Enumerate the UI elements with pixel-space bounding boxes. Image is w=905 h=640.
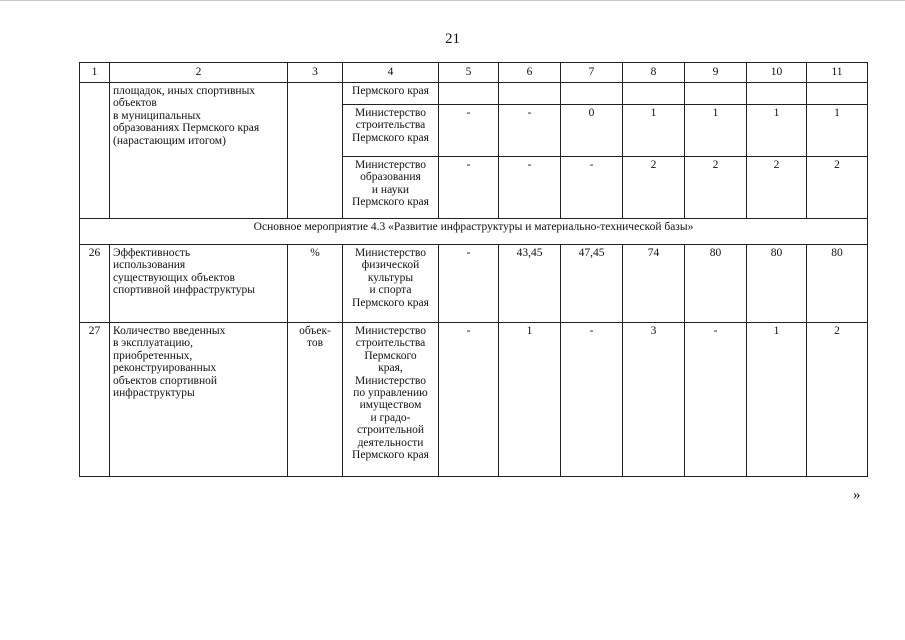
- value-cell: 3: [623, 323, 685, 477]
- table-row: [80, 245, 868, 323]
- row-number-cell: 26: [80, 245, 110, 323]
- responsible-org-cell: Пермского края: [343, 83, 439, 105]
- value-cell: 1: [623, 105, 685, 157]
- value-cell: -: [439, 245, 499, 323]
- responsible-org-cell: Министерство строительства Пермского края: [343, 105, 439, 157]
- value-cell: 2: [807, 157, 868, 219]
- value-cell: [499, 83, 561, 105]
- value-cell: 0: [561, 105, 623, 157]
- column-number: 3: [288, 63, 343, 83]
- row-number-cell: 27: [80, 323, 110, 477]
- value-cell: -: [499, 105, 561, 157]
- value-cell: -: [685, 323, 747, 477]
- table-row: [80, 83, 868, 105]
- value-cell: [685, 83, 747, 105]
- indicator-name-cell: Количество введенных в эксплуатацию, приобретенных, реконструированных объектов спортивной инфраструктуры: [110, 323, 288, 477]
- value-cell: 80: [747, 245, 807, 323]
- column-number: 2: [110, 63, 288, 83]
- column-number: 6: [499, 63, 561, 83]
- value-cell: 1: [685, 105, 747, 157]
- value-cell: -: [561, 323, 623, 477]
- value-cell: 2: [623, 157, 685, 219]
- column-number: 7: [561, 63, 623, 83]
- value-cell: [807, 83, 868, 105]
- indicator-name-cell: площадок, иных спортивных объектов в муниципальных образованиях Пермского края (нарастающим итогом): [110, 83, 288, 219]
- value-cell: -: [499, 157, 561, 219]
- column-number: 1: [80, 63, 110, 83]
- value-cell: -: [561, 157, 623, 219]
- value-cell: [747, 83, 807, 105]
- unit-cell: объек- тов: [288, 323, 343, 477]
- page-number: 21: [445, 31, 460, 47]
- value-cell: [561, 83, 623, 105]
- section-row: [80, 219, 868, 245]
- indicator-name-cell: Эффективность использования существующих объектов спортивной инфраструктуры: [110, 245, 288, 323]
- section-title: Основное мероприятие 4.3 «Развитие инфраструктуры и материально-технической базы»: [80, 219, 868, 245]
- value-cell: 2: [747, 157, 807, 219]
- column-number: 11: [807, 63, 868, 83]
- column-number: 9: [685, 63, 747, 83]
- value-cell: -: [439, 323, 499, 477]
- value-cell: -: [439, 157, 499, 219]
- column-number: 5: [439, 63, 499, 83]
- value-cell: 43,45: [499, 245, 561, 323]
- responsible-org-cell: Министерство физической культуры и спорта Пермского края: [343, 245, 439, 323]
- scan-artifact: [0, 0, 905, 1]
- table-row: [80, 323, 868, 477]
- column-number: 10: [747, 63, 807, 83]
- indicators-table: [79, 62, 868, 477]
- value-cell: 1: [499, 323, 561, 477]
- value-cell: 2: [807, 323, 868, 477]
- column-number: 4: [343, 63, 439, 83]
- value-cell: -: [439, 105, 499, 157]
- value-cell: 1: [807, 105, 868, 157]
- unit-cell: [288, 83, 343, 219]
- unit-cell: %: [288, 245, 343, 323]
- value-cell: 1: [747, 323, 807, 477]
- value-cell: [439, 83, 499, 105]
- value-cell: 1: [747, 105, 807, 157]
- column-number: 8: [623, 63, 685, 83]
- value-cell: 80: [685, 245, 747, 323]
- value-cell: 47,45: [561, 245, 623, 323]
- closing-quote: »: [853, 487, 861, 503]
- responsible-org-cell: Министерство образования и науки Пермского края: [343, 157, 439, 219]
- row-number-cell: [80, 83, 110, 219]
- value-cell: 74: [623, 245, 685, 323]
- value-cell: 80: [807, 245, 868, 323]
- value-cell: [623, 83, 685, 105]
- column-numbers-row: [80, 63, 868, 83]
- value-cell: 2: [685, 157, 747, 219]
- responsible-org-cell: Министерство строительства Пермского края, Министерство по управлению имуществом и градо- строительной деятельности Пермского края: [343, 323, 439, 477]
